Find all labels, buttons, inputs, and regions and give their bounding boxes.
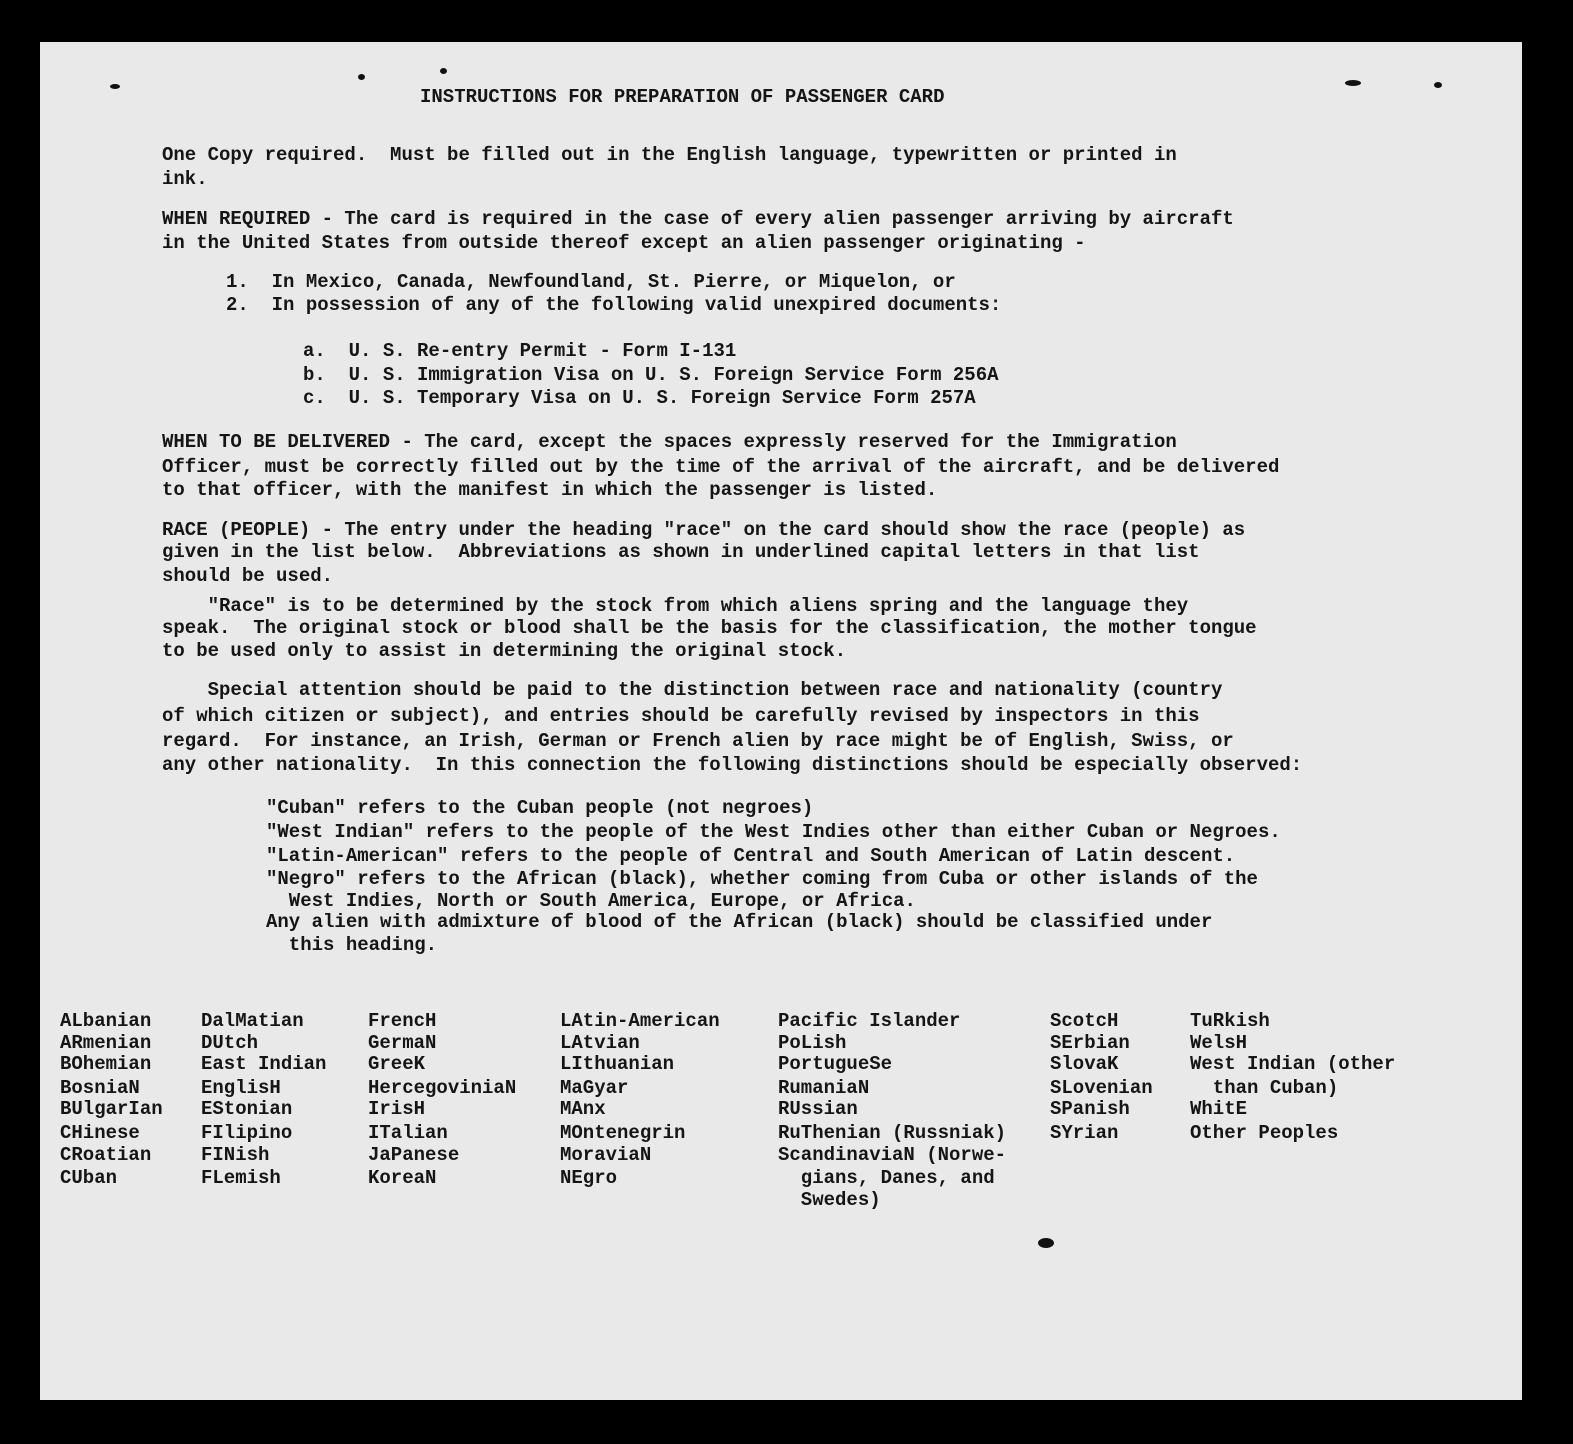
race-list-item: RumaniaN bbox=[778, 1077, 870, 1099]
race-list-item: CHinese bbox=[60, 1122, 140, 1144]
distinction-line: West Indies, North or South America, Europe, or Africa. bbox=[266, 890, 916, 912]
race-list-item: MOntenegrin bbox=[560, 1122, 686, 1144]
ink-smudge bbox=[1345, 80, 1361, 86]
origin-item: 2. In possession of any of the following valid unexpired documents: bbox=[226, 294, 1002, 316]
race-list-item: MAnx bbox=[560, 1098, 606, 1120]
race-list-item: ScandinaviaN (Norwe- bbox=[778, 1144, 1007, 1166]
race-list-item: LIthuanian bbox=[560, 1053, 675, 1075]
race-list-item: SErbian bbox=[1050, 1032, 1130, 1054]
when-delivered-line: to that officer, with the manifest in which the passenger is listed. bbox=[162, 479, 938, 501]
ink-smudge bbox=[110, 84, 120, 89]
race-list-item: GermaN bbox=[368, 1032, 437, 1054]
race-list-item: NEgro bbox=[560, 1167, 618, 1189]
document-item: c. U. S. Temporary Visa on U. S. Foreign Service Form 257A bbox=[303, 387, 976, 409]
race-list-item: PoLish bbox=[778, 1032, 847, 1054]
race-list-item: SYrian bbox=[1050, 1122, 1119, 1144]
race-list-item: West Indian (other bbox=[1190, 1053, 1396, 1075]
when-required-line: WHEN REQUIRED - The card is required in the case of every alien passenger arriving by aircraft bbox=[162, 208, 1234, 230]
ink-smudge bbox=[358, 74, 365, 80]
document-item: a. U. S. Re-entry Permit - Form I-131 bbox=[303, 340, 737, 362]
race-people-line: given in the list below. Abbreviations as shown in underlined capital letters in that list bbox=[162, 541, 1200, 563]
race-list-item: Swedes) bbox=[778, 1189, 881, 1211]
race-list-item: EnglisH bbox=[201, 1077, 281, 1099]
race-list-item: SPanish bbox=[1050, 1098, 1130, 1120]
document-item: b. U. S. Immigration Visa on U. S. Foreign Service Form 256A bbox=[303, 364, 999, 386]
origin-item: 1. In Mexico, Canada, Newfoundland, St. Pierre, or Miquelon, or bbox=[226, 271, 956, 293]
intro-line: One Copy required. Must be filled out in the English language, typewritten or printed in bbox=[162, 144, 1177, 166]
race-list-item: FINish bbox=[201, 1144, 270, 1166]
race-list-item: MoraviaN bbox=[560, 1144, 652, 1166]
race-list-item: KoreaN bbox=[368, 1167, 437, 1189]
distinction-line: "Negro" refers to the African (black), whether coming from Cuba or other islands of the bbox=[266, 868, 1258, 890]
race-list-item: gians, Danes, and bbox=[778, 1167, 995, 1189]
race-list-item: DUtch bbox=[201, 1032, 259, 1054]
race-list-item: FrencH bbox=[368, 1010, 437, 1032]
race-list-item: WhitE bbox=[1190, 1098, 1248, 1120]
when-delivered-line: WHEN TO BE DELIVERED - The card, except the spaces expressly reserved for the Immigration bbox=[162, 431, 1177, 453]
race-people-line: RACE (PEOPLE) - The entry under the heading "race" on the card should show the race (people) as bbox=[162, 519, 1246, 541]
special-attention-line: Special attention should be paid to the distinction between race and nationality (country bbox=[162, 679, 1223, 701]
race-list-item: LAtvian bbox=[560, 1032, 640, 1054]
special-attention-line: of which citizen or subject), and entries should be carefully revised by inspectors in this bbox=[162, 705, 1200, 727]
race-list-item: FLemish bbox=[201, 1167, 281, 1189]
ink-smudge bbox=[1434, 82, 1442, 88]
distinction-line: this heading. bbox=[266, 934, 438, 956]
race-list-item: SlovaK bbox=[1050, 1053, 1119, 1075]
distinction-line: "Latin-American" refers to the people of Central and South American of Latin descent. bbox=[266, 845, 1236, 867]
race-list-item: EStonian bbox=[201, 1098, 293, 1120]
race-list-item: RUssian bbox=[778, 1098, 858, 1120]
race-list-item: than Cuban) bbox=[1190, 1077, 1339, 1099]
race-list-item: DalMatian bbox=[201, 1010, 304, 1032]
race-list-item: East Indian bbox=[201, 1053, 327, 1075]
page-title: INSTRUCTIONS FOR PREPARATION OF PASSENGER CARD bbox=[420, 86, 945, 108]
race-list-item: BOhemian bbox=[60, 1053, 152, 1075]
race-determined-line: speak. The original stock or blood shall be the basis for the classification, the mother tongue bbox=[162, 617, 1257, 639]
race-list-item: Pacific Islander bbox=[778, 1010, 961, 1032]
race-list-item: ALbanian bbox=[60, 1010, 152, 1032]
race-people-line: should be used. bbox=[162, 565, 334, 587]
distinction-line: "Cuban" refers to the Cuban people (not negroes) bbox=[266, 797, 814, 819]
race-list-item: TuRkish bbox=[1190, 1010, 1270, 1032]
race-list-item: GreeK bbox=[368, 1053, 426, 1075]
race-list-item: ARmenian bbox=[60, 1032, 152, 1054]
race-determined-line: to be used only to assist in determining the original stock. bbox=[162, 640, 847, 662]
intro-line: ink. bbox=[162, 168, 208, 190]
race-list-item: JaPanese bbox=[368, 1144, 460, 1166]
distinction-line: Any alien with admixture of blood of the African (black) should be classified under bbox=[266, 911, 1213, 933]
race-determined-line: "Race" is to be determined by the stock from which aliens spring and the language they bbox=[162, 595, 1189, 617]
race-list-item: ScotcH bbox=[1050, 1010, 1119, 1032]
race-list-item: FIlipino bbox=[201, 1122, 293, 1144]
race-list-item: SLovenian bbox=[1050, 1077, 1153, 1099]
special-attention-line: regard. For instance, an Irish, German or French alien by race might be of English, Swiss, or bbox=[162, 730, 1234, 752]
race-list-item: LAtin-American bbox=[560, 1010, 720, 1032]
when-delivered-line: Officer, must be correctly filled out by the time of the arrival of the aircraft, and be delivered bbox=[162, 456, 1280, 478]
race-list-item: CUban bbox=[60, 1167, 118, 1189]
race-list-item: PortugueSe bbox=[778, 1053, 893, 1075]
distinction-line: "West Indian" refers to the people of the West Indies other than either Cuban or Negroes. bbox=[266, 821, 1281, 843]
race-list-item: IrisH bbox=[368, 1098, 426, 1120]
race-list-item: BUlgarIan bbox=[60, 1098, 163, 1120]
race-list-item: Other Peoples bbox=[1190, 1122, 1339, 1144]
ink-smudge bbox=[1038, 1238, 1054, 1248]
race-list-item: CRoatian bbox=[60, 1144, 152, 1166]
when-required-line: in the United States from outside thereof except an alien passenger originating - bbox=[162, 232, 1086, 254]
race-list-item: RuThenian (Russniak) bbox=[778, 1122, 1007, 1144]
ink-smudge bbox=[440, 68, 447, 74]
race-list-item: WelsH bbox=[1190, 1032, 1248, 1054]
race-list-item: ITalian bbox=[368, 1122, 448, 1144]
special-attention-line: any other nationality. In this connection the following distinctions should be especially observed: bbox=[162, 754, 1303, 776]
race-list-item: BosniaN bbox=[60, 1077, 140, 1099]
race-list-item: HercegoviniaN bbox=[368, 1077, 517, 1099]
race-list-item: MaGyar bbox=[560, 1077, 629, 1099]
